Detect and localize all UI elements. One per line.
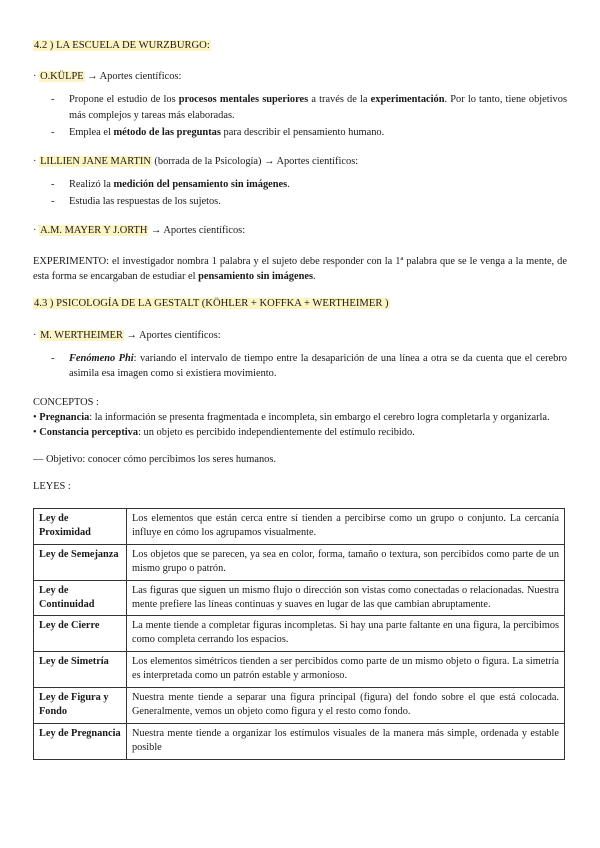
concepto-item: • Pregnancia: la información se presenta fragmentada e incompleta, sin embargo el cerebro logra completarla y organizarla.: [33, 411, 550, 423]
bullet-dot: ·: [33, 329, 40, 341]
list-item: - Propone el estudio de los procesos mentales superiores a través de la experimentación. Por lo tanto, tiene objetivos más complejos y tareas más elaboradas.: [51, 92, 567, 122]
table-row: [34, 616, 565, 652]
table-row: [34, 544, 565, 580]
author-name: M. WERTHEIMER: [40, 329, 123, 341]
ley-name: Ley de Continuidad: [34, 580, 127, 616]
concepto-item: • Constancia perceptiva: un objeto es percibido independientemente del estímulo recibido.: [33, 426, 415, 438]
ley-name: Ley de Semejanza: [34, 544, 127, 580]
table-row: [34, 652, 565, 688]
section-title: 4.3 ) PSICOLOGÍA DE LA GESTALT (KÖHLER + KOFFKA + WERTHEIMER ): [34, 298, 389, 310]
author-suffix: → Aportes científicos:: [123, 329, 221, 341]
mayer-line: [33, 223, 567, 238]
author-name: LILLIEN JANE MARTIN: [40, 155, 151, 167]
table-row: [34, 723, 565, 759]
table-row: [34, 509, 565, 545]
ley-name: Ley de Pregnancia: [34, 723, 127, 759]
ley-name: Ley de Cierre: [34, 616, 127, 652]
ley-desc: Los elementos simétricos tienden a ser percibidos como parte de un mismo objeto o figura. La simetría es interpretada como un patrón estable y armonioso.: [127, 652, 565, 688]
section-heading-4-2: [33, 38, 567, 53]
author-name: O.KÜLPE: [40, 71, 84, 83]
wertheimer-bullets: [33, 351, 567, 381]
bullet-dot: ·: [33, 224, 40, 236]
wertheimer-line: [33, 328, 567, 343]
author-suffix: → Aportes científicos:: [84, 71, 182, 83]
document-page: [33, 38, 567, 760]
kulpe-line: [33, 69, 567, 84]
ley-name: Ley de Proximidad: [34, 509, 127, 545]
section-heading-4-3: [33, 296, 567, 311]
martin-bullets: [33, 177, 567, 209]
ley-desc: Nuestra mente tiende a organizar los estímulos visuales de la manera más simple, ordenada y estable posible: [127, 723, 565, 759]
ley-desc: Las figuras que siguen un mismo flujo o dirección son vistas como conectadas o relacionadas. Nuestra mente prefiere las líneas continuas y suaves en lugar de las que cambian abruptamente.: [127, 580, 565, 616]
list-item: - Realizó la medición del pensamiento sin imágenes.: [51, 177, 567, 192]
martin-line: [33, 154, 567, 169]
list-item: - Emplea el método de las preguntas para describir el pensamiento humano.: [51, 125, 567, 140]
table-row: [34, 580, 565, 616]
conceptos-title: CONCEPTOS :: [33, 396, 99, 408]
section-title: 4.2 ) LA ESCUELA DE WURZBURGO:: [34, 40, 210, 51]
list-item: - Estudia las respuestas de los sujetos.: [51, 194, 567, 209]
author-suffix: → Aportes científicos:: [148, 224, 246, 236]
author-suffix: (borrada de la Psicología) → Aportes científicos:: [151, 155, 359, 167]
ley-desc: Nuestra mente tiende a separar una figura principal (figura) del fondo sobre el que está colocada. Generalmente, vemos un objeto como figura y el resto como fondo.: [127, 688, 565, 724]
ley-name: Ley de Simetría: [34, 652, 127, 688]
leyes-table: [33, 508, 565, 759]
ley-desc: La mente tiende a completar figuras incompletas. Si hay una parte faltante en una figura, la percibimos como completa cerrando los espacios.: [127, 616, 565, 652]
ley-name: Ley de Figura y Fondo: [34, 688, 127, 724]
kulpe-bullets: [33, 92, 567, 139]
ley-desc: Los objetos que se parecen, ya sea en color, forma, tamaño o textura, son percibidos como parte de un mismo grupo o patrón.: [127, 544, 565, 580]
table-row: [34, 688, 565, 724]
list-item: - Fenómeno Phi: variando el intervalo de tiempo entre la desaparición de una línea a otra se da cuenta que el cerebro asimila esa imagen como si existiera movimiento.: [51, 351, 567, 381]
author-name: A.M. MAYER Y J.ORTH: [40, 224, 148, 236]
bullet-dot: ·: [33, 71, 40, 83]
ley-desc: Los elementos que están cerca entre sí tienden a percibirse como un grupo o conjunto. La cercanía influye en cómo los agrupamos visualmente.: [127, 509, 565, 545]
bullet-dot: ·: [33, 155, 40, 167]
experimento-paragraph: EXPERIMENTO: el investigador nombra 1 palabra y el sujeto debe responder con la 1ª palabra que se le venga a la mente, de esta forma se encargaban de estudiar el pensamiento sin imágenes.: [33, 255, 567, 283]
leyes-title: LEYES :: [33, 481, 71, 493]
objetivo-line: — Objetivo: conocer cómo percibimos los seres humanos.: [33, 453, 276, 465]
